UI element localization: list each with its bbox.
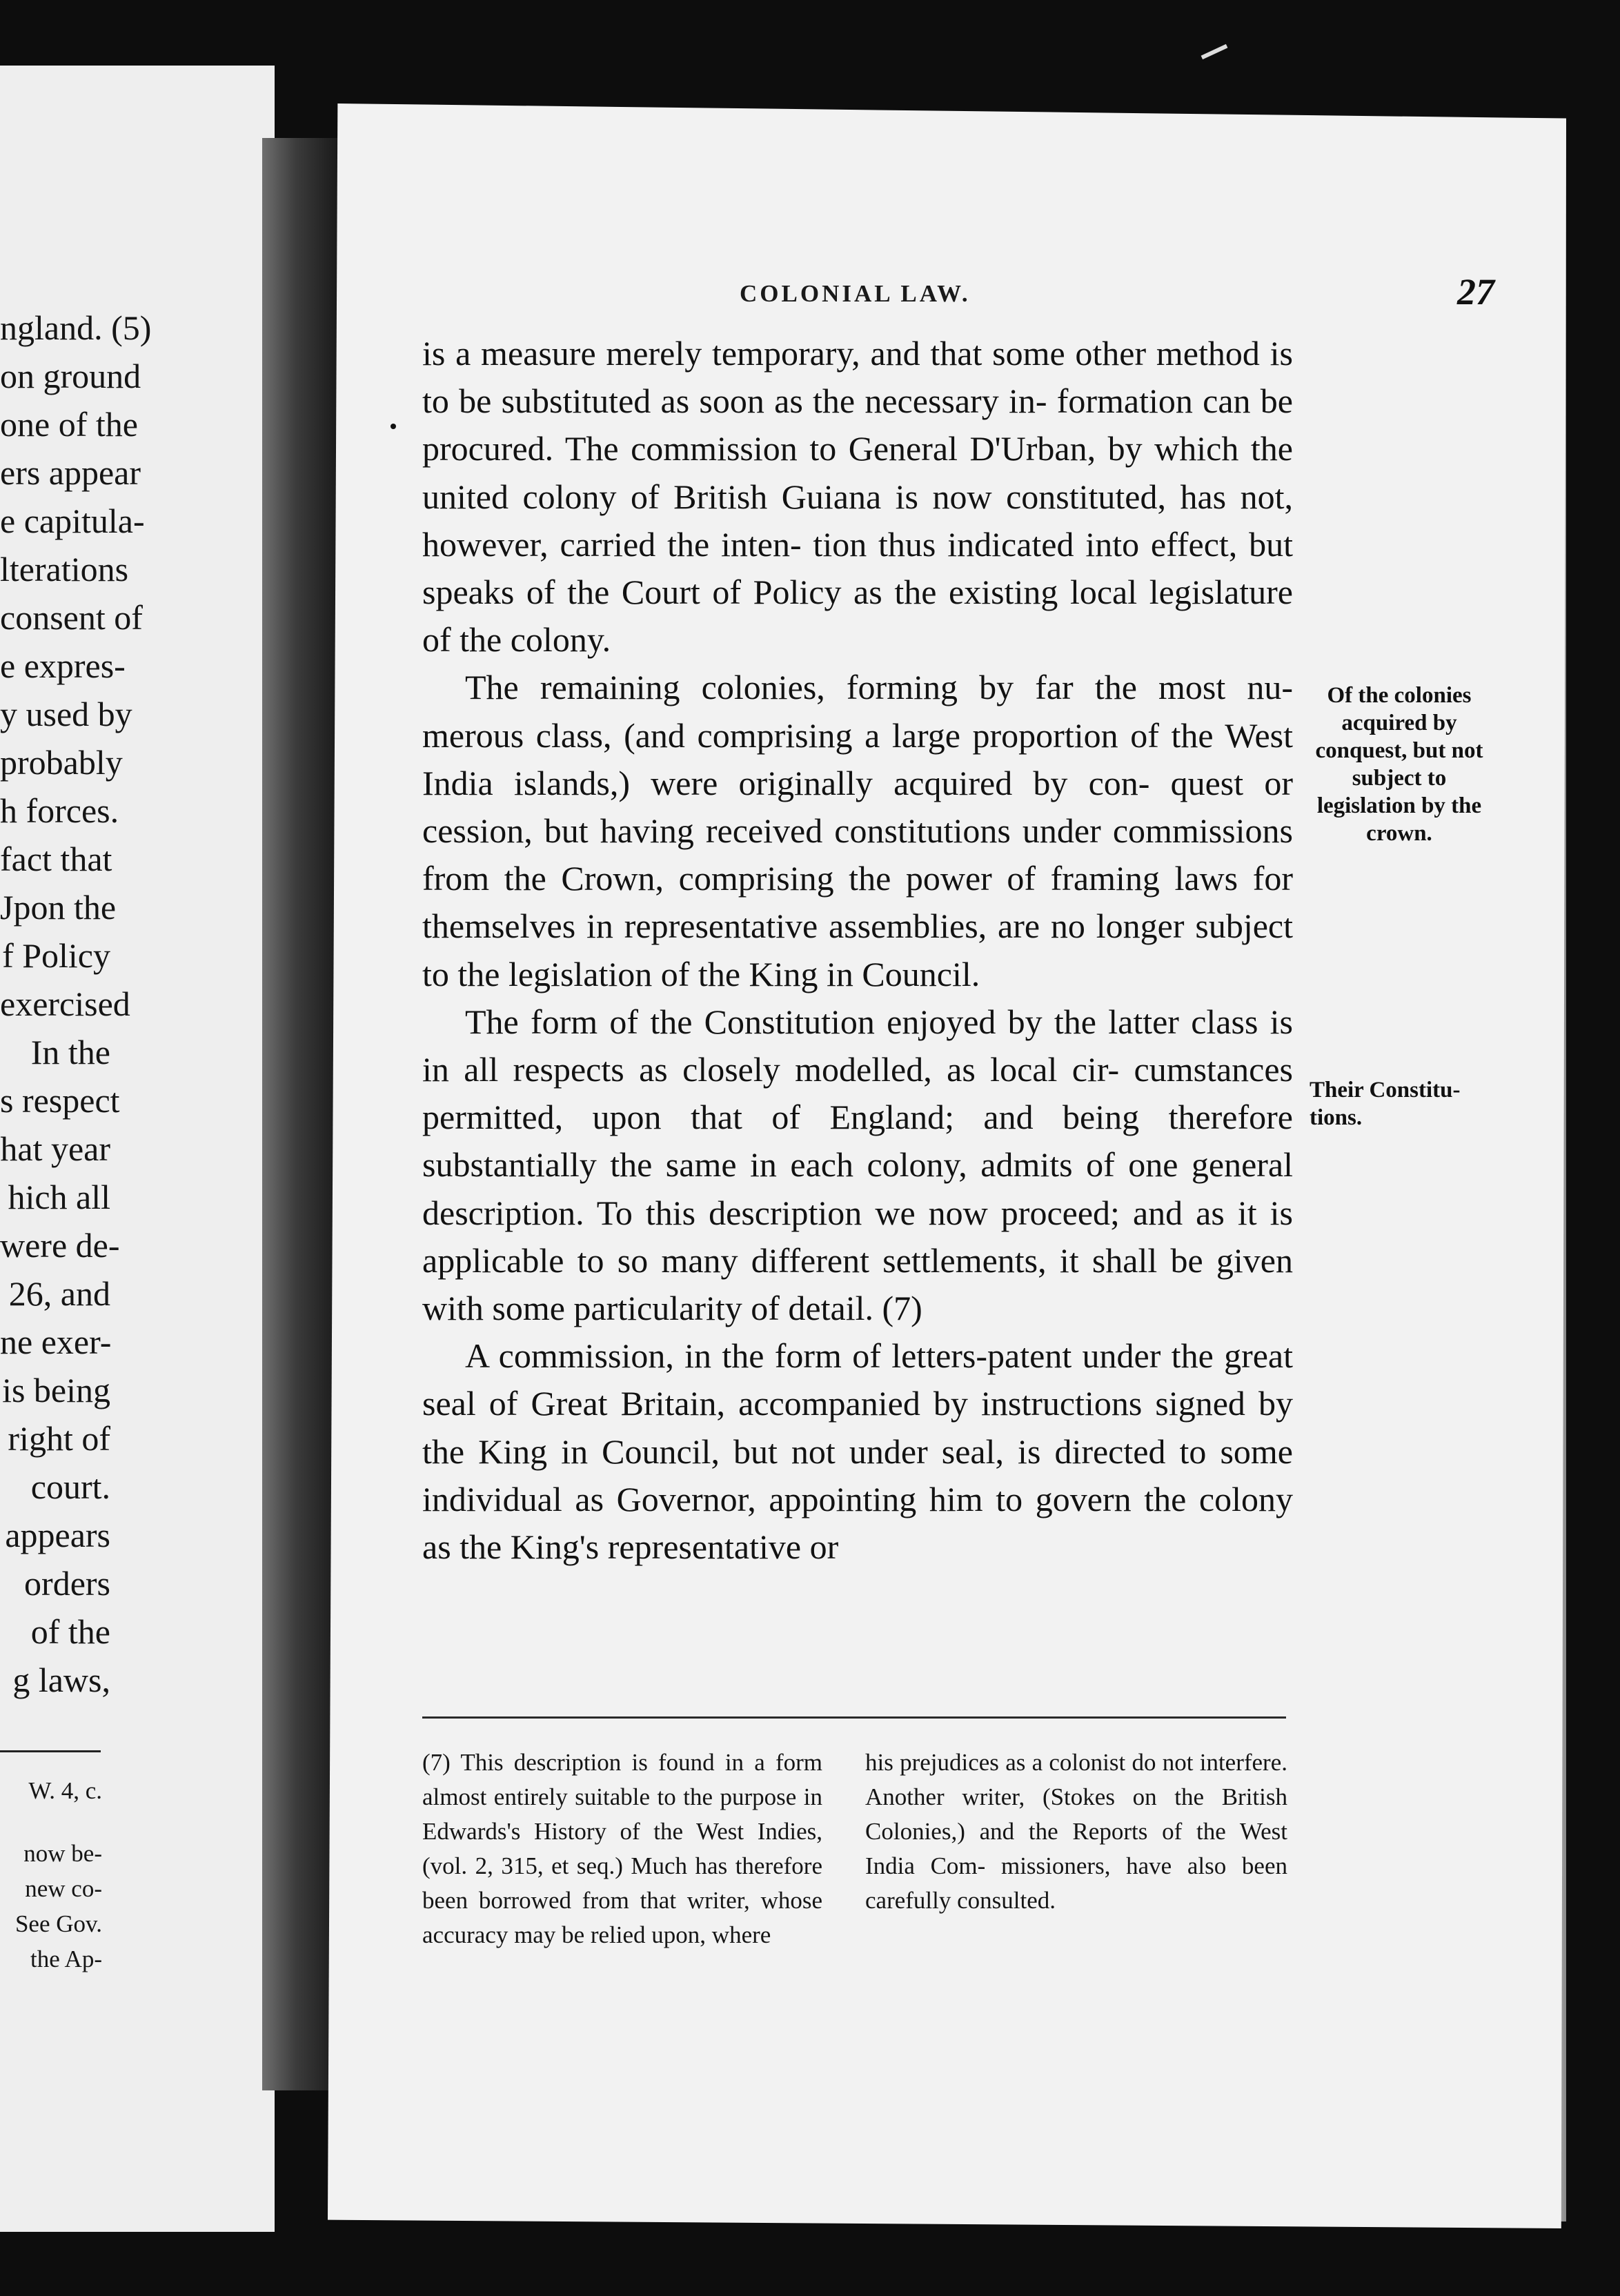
footnote-column-left: (7) This description is found in a form almost entirely suitable to the purpose in Edwards's History of the West Indies, (vol. 2, 315, et seq.) Much has therefore been borrowed from that writer, whose accuracy may be relied upon, where xyxy=(422,1749,822,1948)
previous-page-line: y used by xyxy=(0,695,132,733)
ink-speck xyxy=(391,424,396,429)
previous-page-line: appears xyxy=(5,1516,110,1554)
previous-page-footnote-line: new co- xyxy=(25,1875,102,1902)
previous-page-line: is being xyxy=(2,1371,110,1409)
paragraph: A commission, in the form of letters-patent under the great seal of Great Britain, accompanied by instructions signed by the King in Council, but not under seal, is directed to some individual as Governor, appointing him to govern the colony as the King's representative or xyxy=(422,1336,1293,1567)
previous-page-line: e expres- xyxy=(0,646,126,685)
previous-page-line: ne exer- xyxy=(0,1323,112,1361)
previous-page-line: hat year xyxy=(0,1129,110,1168)
previous-page-line: s respect xyxy=(0,1081,120,1120)
previous-page-line: h forces. xyxy=(0,791,119,830)
scan-mark xyxy=(1201,44,1228,59)
previous-page-footnote-line: now be- xyxy=(23,1840,102,1867)
previous-page-line: orders xyxy=(24,1564,110,1603)
running-head: COLONIAL LAW. xyxy=(740,280,971,307)
book-gutter-shadow xyxy=(262,138,338,2090)
page-number: 27 xyxy=(1457,271,1494,313)
previous-page-footnote-line: W. 4, c. xyxy=(28,1777,102,1804)
previous-page-line: were de- xyxy=(0,1226,120,1265)
paragraph: is a measure merely temporary, and that some other method is to be substituted as soon as the necessary in- formation can be procured. The commission to General D'Urban, by which the united colony of British Guiana is now constituted, has not, however, carried the inten- tion thus indicated into effect, but speaks of the Court of Policy as the existing local legislature of the colony. xyxy=(422,334,1293,660)
previous-page-footnote-line: the Ap- xyxy=(30,1946,102,1972)
previous-page-footnote-rule xyxy=(0,1750,101,1752)
footnote-column-right: his prejudices as a colonist do not interfere. Another writer, (Stokes on the British Colonies,) and the Reports of the West India Com- missioners, have also been carefully consulted. xyxy=(865,1749,1287,1914)
previous-page-line: fact that xyxy=(0,840,112,878)
previous-page-footnote-line: See Gov. xyxy=(14,1910,102,1937)
footnote-rule xyxy=(422,1716,1286,1719)
previous-page-line: consent of xyxy=(0,598,143,637)
previous-page-line: exercised xyxy=(0,984,130,1023)
previous-page-line: one of the xyxy=(0,405,138,444)
paragraph: The form of the Constitution enjoyed by the latter class is in all respects as closely modelled, as local cir- cumstances permitted, upon that of England; and being therefore substantially the same in each colony, admits of one general description. To this description we now proceed; and as it is applicable to so many different settlements, it shall be given with some particularity of detail. (7) xyxy=(422,1002,1293,1328)
previous-page-line: lterations xyxy=(0,550,129,588)
previous-page-line: of the xyxy=(30,1612,110,1651)
marginal-note: Of the colonies acquired by conquest, but not subject to legislation by the crown. xyxy=(1315,683,1483,846)
previous-page-line: f Policy xyxy=(2,936,110,975)
previous-page-line: g laws, xyxy=(12,1661,110,1699)
previous-page-line: In the xyxy=(30,1033,110,1071)
previous-page-text xyxy=(0,304,152,1704)
previous-page-line: e capitula- xyxy=(0,502,145,540)
previous-page-line: ers appear xyxy=(0,453,141,492)
previous-page-line: Jpon the xyxy=(0,888,117,927)
body-text xyxy=(422,330,1293,1571)
previous-page-line: on ground xyxy=(0,357,141,395)
previous-page-line: ngland. (5) xyxy=(0,308,152,347)
previous-page-footnotes xyxy=(0,1773,102,1977)
previous-page-line: probably xyxy=(0,743,123,782)
previous-page-line: 26, and xyxy=(8,1274,110,1313)
paragraph: The remaining colonies, forming by far the most nu- merous class, (and comprising a large proportion of the West India islands,) were originally acquired by con- quest or cession, but having received constitutions under commissions from the Crown, comprising the power of framing laws for themselves in representative assemblies, are no longer subject to the legislation of the King in Council. xyxy=(422,668,1293,993)
marginal-note: Their Constitu- tions. xyxy=(1310,1078,1461,1130)
previous-page-line: right of xyxy=(8,1419,110,1458)
previous-page-line: hich all xyxy=(8,1178,110,1216)
previous-page-line: court. xyxy=(30,1467,110,1506)
